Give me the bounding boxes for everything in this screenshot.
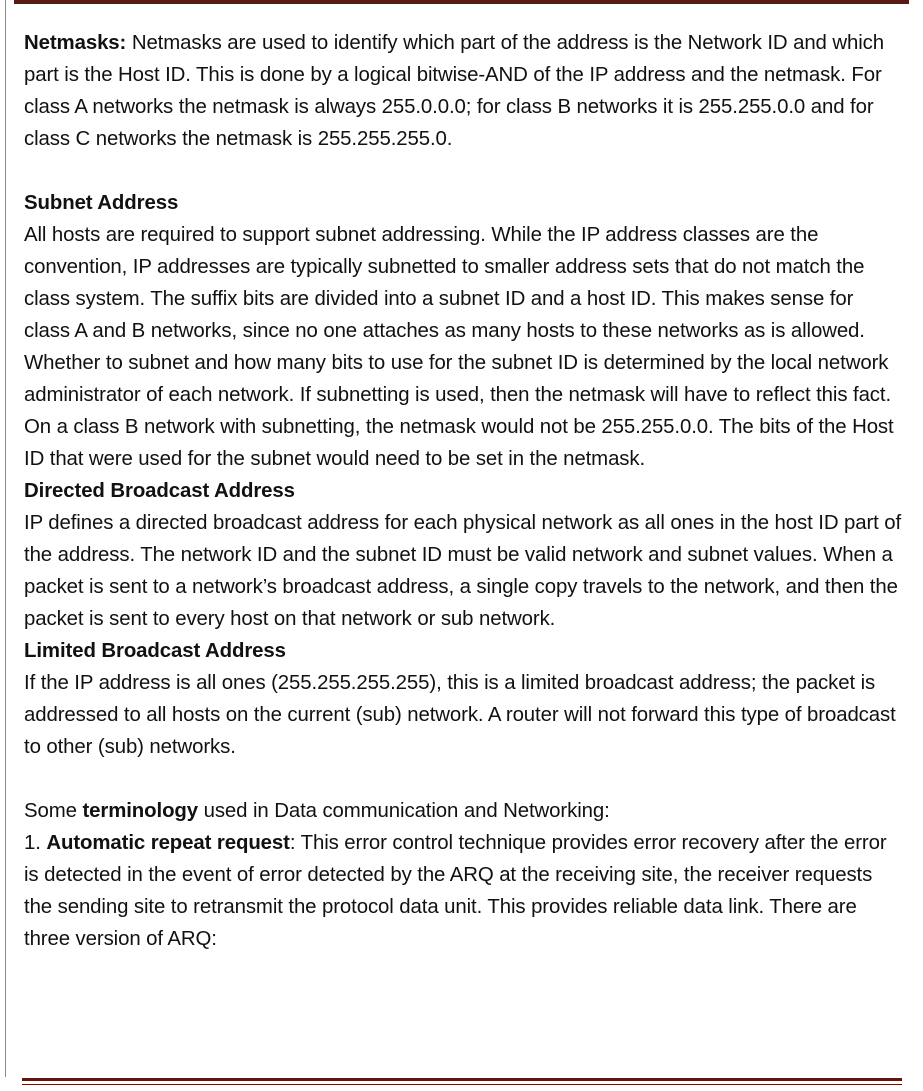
netmasks-label: Netmasks:	[24, 32, 127, 54]
spacer	[24, 763, 904, 795]
arq-text: : This error control technique provides error recovery after the error is detected in the event of error detected by the ARQ at the receiving site, the receiver requests the sending site to retransmit the protocol data unit. This provides reliable data link. There are three version of ARQ:	[24, 832, 887, 950]
netmasks-text: Netmasks are used to identify which part of the address is the Network ID and which part is the Host ID. This is done by a logical bitwise-AND of the IP address and the netmask. For class A networks the netmask is always 255.0.0.0; for class B networks it is 255.255.0.0 and for class C networks the netmask is 255.255.255.0.	[24, 32, 884, 150]
arq-number: 1.	[24, 832, 47, 854]
document-body	[24, 27, 904, 955]
subnet-heading: Subnet Address	[24, 192, 179, 214]
bottom-rule-thin	[22, 1084, 902, 1085]
limited-broadcast-paragraph: If the IP address is all ones (255.255.255.255), this is a limited broadcast address; the packet is addressed to all hosts on the current (sub) network. A router will not forward this type of broadcast to other (sub) networks.	[24, 672, 896, 758]
arq-label: Automatic repeat request	[46, 832, 290, 854]
arq-item	[24, 827, 904, 955]
directed-broadcast-paragraph: IP defines a directed broadcast address for each physical network as all ones in the host ID part of the address. The network ID and the subnet ID must be valid network and subnet values. When a packet is sent to a network’s broadcast address, a single copy travels to the network, and then the packet is sent to every host on that network or sub network.	[24, 512, 902, 630]
netmasks-paragraph	[24, 27, 904, 155]
terminology-intro	[24, 795, 904, 827]
terminology-suffix: used in Data communication and Networking:	[198, 800, 610, 822]
directed-broadcast-heading: Directed Broadcast Address	[24, 480, 295, 502]
subnet-paragraph: All hosts are required to support subnet addressing. While the IP address classes are the convention, IP addresses are typically subnetted to smaller address sets that do not match the class system. The suffix bits are divided into a subnet ID and a host ID. This makes sense for class A and B networks, since no one attaches as many hosts to these networks as is allowed. Whether to subnet and how many bits to use for the subnet ID is determined by the local network administrator of each network. If subnetting is used, then the netmask will have to reflect this fact. On a class B network with subnetting, the netmask would not be 255.255.0.0. The bits of the Host ID that were used for the subnet would need to be set in the netmask.	[24, 224, 894, 470]
top-rule	[14, 0, 909, 4]
left-border	[5, 0, 6, 1077]
bottom-rule	[22, 1078, 902, 1081]
spacer	[24, 155, 904, 187]
limited-broadcast-heading: Limited Broadcast Address	[24, 640, 286, 662]
terminology-prefix: Some	[24, 800, 83, 822]
terminology-bold: terminology	[82, 800, 199, 822]
